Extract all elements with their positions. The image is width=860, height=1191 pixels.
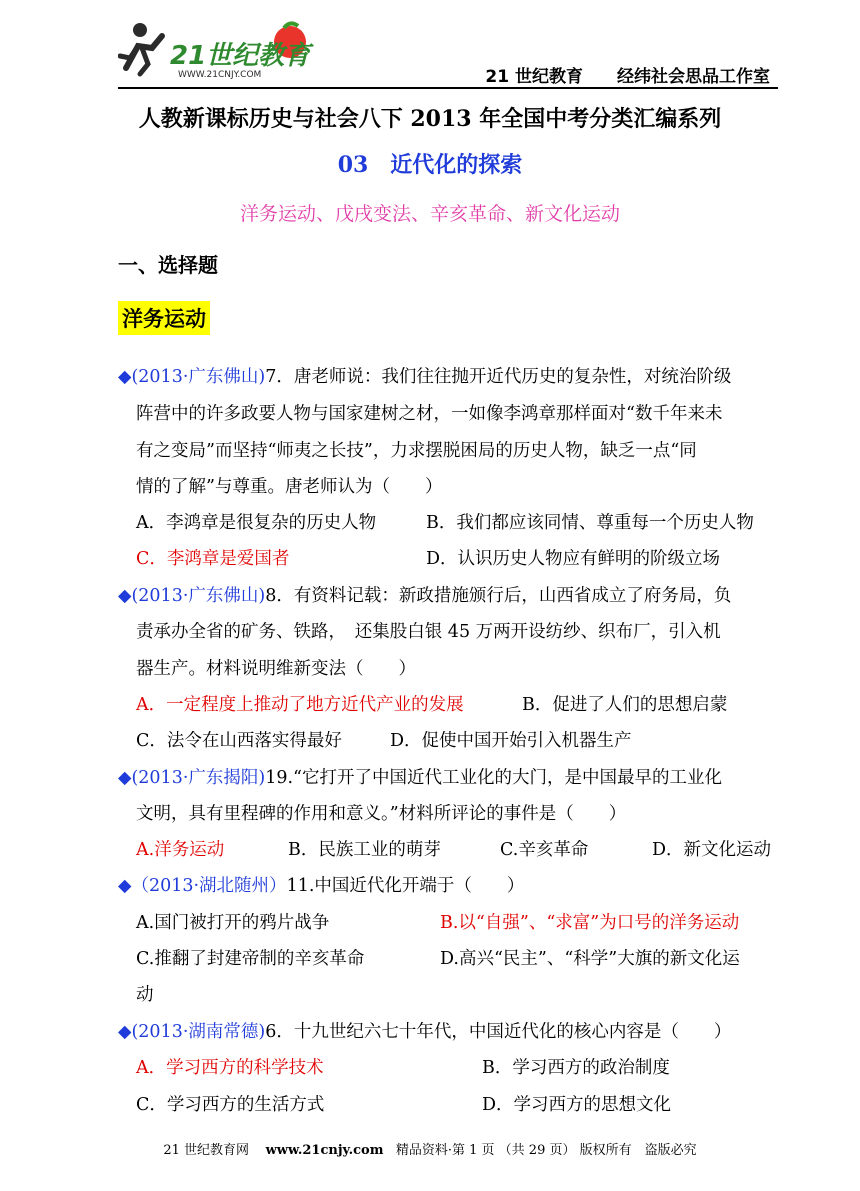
section-heading: 一、选择题 <box>118 253 218 277</box>
footer-url[interactable]: www.21cnjy.com <box>265 1143 384 1158</box>
page-title: 人教新课标历史与社会八下 2013 年全国中考分类汇编系列 <box>138 106 722 132</box>
question-2-line-2: 责承办全省的矿务、铁路， 还集股白银 45 万两开设纺纱、织布厂，引入机 <box>136 622 721 642</box>
question-1-option-d: D．认识历史人物应有鲜明的阶级立场 <box>426 549 721 569</box>
question-2-option-d: D．促使中国开始引入机器生产 <box>390 731 632 751</box>
question-4-option-b-answer: B.以“自强”、“求富”为口号的洋务运动 <box>440 913 740 933</box>
question-2-source: ◆(2013·广东佛山) <box>118 586 266 606</box>
question-1-option-c-answer: C．李鸿章是爱国者 <box>136 549 290 569</box>
question-5-option-a-answer: A．学习西方的科学技术 <box>136 1058 324 1078</box>
question-3-option-c: C.辛亥革命 <box>500 840 589 860</box>
question-5-option-d: D．学习西方的思想文化 <box>482 1095 672 1115</box>
page-footer <box>0 1139 860 1158</box>
question-4-option-c: C.推翻了封建帝制的辛亥革命 <box>136 949 365 969</box>
logo-text: 21世纪教育 <box>170 41 311 71</box>
question-2-option-c: C．法令在山西落实得最好 <box>136 731 342 751</box>
question-4-option-d: D.高兴“民主”、“科学”大旗的新文化运 <box>440 949 740 969</box>
question-3-option-a-answer: A.洋务运动 <box>136 840 225 860</box>
question-3-source: ◆(2013·广东揭阳) <box>118 768 266 788</box>
question-2-option-b: B．促进了人们的思想启蒙 <box>522 695 728 715</box>
footer-site: 21 世纪教育网 <box>163 1143 250 1158</box>
question-4-source: ◆（2013·湖北随州） <box>118 876 287 896</box>
question-2-option-a-answer: A．一定程度上推动了地方近代产业的发展 <box>136 695 464 715</box>
question-1-line-4: 情的了解”与尊重。唐老师认为（ ） <box>136 477 443 497</box>
header-divider <box>118 87 778 89</box>
topic-line: 洋务运动、戊戌变法、辛亥革命、新文化运动 <box>239 203 620 225</box>
question-4-line-1: ◆（2013·湖北随州）11.中国近代化开端于（ ） <box>118 876 525 896</box>
page-header <box>118 18 778 86</box>
footer-info: 精品资料·第 1 页 （共 29 页） 版权所有 盗版必究 <box>395 1143 697 1158</box>
question-3-line-1: ◆(2013·广东揭阳)19.“它打开了中国近代工业化的大门，是中国最早的工业化 <box>118 768 722 788</box>
question-5-option-c: C．学习西方的生活方式 <box>136 1095 325 1115</box>
question-2-line-1: ◆(2013·广东佛山)8．有资料记载：新政措施颁行后，山西省成立了府务局，负 <box>118 586 732 606</box>
question-1-line-1: ◆(2013·广东佛山)7．唐老师说：我们往往抛开近代历史的复杂性，对统治阶级 <box>118 367 732 387</box>
header-studio-text: 21 世纪教育 经纬社会思品工作室 <box>485 67 770 87</box>
logo-url: WWW.21CNJY.COM <box>178 70 262 80</box>
question-1-option-a: A．李鸿章是很复杂的历史人物 <box>136 513 377 533</box>
question-1-source: ◆(2013·广东佛山) <box>118 367 266 387</box>
question-5-source: ◆(2013·湖南常德) <box>118 1022 266 1042</box>
question-5-option-b: B．学习西方的政治制度 <box>482 1058 670 1078</box>
question-5-line-1: ◆(2013·湖南常德)6．十九世纪六七十年代，中国近代化的核心内容是（ ） <box>118 1022 732 1042</box>
question-1-line-2: 阵营中的许多政要人物与国家建树之材，一如像李鸿章那样面对“数千年来未 <box>136 404 723 424</box>
question-4-option-d-wrap: 动 <box>136 985 154 1005</box>
question-1-line-3: 有之变局”而坚持“师夷之长技”，力求摆脱困局的历史人物，缺乏一点“同 <box>136 441 697 461</box>
subsection-heading: 洋务运动 <box>118 301 210 335</box>
question-3-line-2: 文明，具有里程碑的作用和意义。”材料所评论的事件是（ ） <box>136 804 627 824</box>
question-3-option-b: B．民族工业的萌芽 <box>288 840 441 860</box>
21cnjy-logo <box>118 18 318 80</box>
question-4-option-a: A.国门被打开的鸦片战争 <box>136 913 330 933</box>
question-2-line-3: 器生产。材料说明维新变法（ ） <box>136 659 416 679</box>
question-1-option-b: B．我们都应该同情、尊重每一个历史人物 <box>426 513 754 533</box>
question-3-option-d: D．新文化运动 <box>652 840 772 860</box>
page-subtitle: 03 近代化的探索 <box>337 152 523 178</box>
